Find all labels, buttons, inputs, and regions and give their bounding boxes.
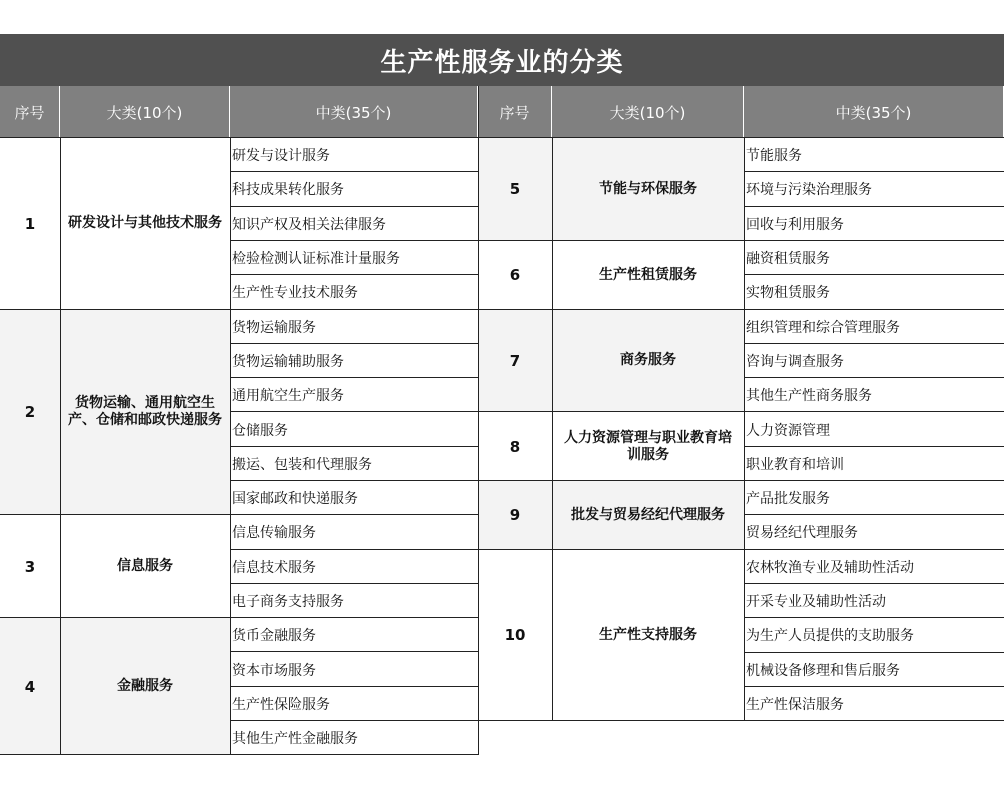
category-name: 金融服务 bbox=[60, 618, 230, 755]
subcategory-item: 生产性保险服务 bbox=[230, 687, 478, 721]
center-divider bbox=[478, 86, 479, 755]
category-number: 7 bbox=[478, 310, 552, 413]
subcategory-item: 搬运、包装和代理服务 bbox=[230, 447, 478, 481]
header-major-right: 大类(10个) bbox=[552, 86, 744, 138]
subcategory-item: 人力资源管理 bbox=[744, 412, 1004, 446]
category-number: 4 bbox=[0, 618, 60, 755]
category-name: 货物运输、通用航空生产、仓储和邮政快递服务 bbox=[60, 310, 230, 516]
subcategory-item: 科技成果转化服务 bbox=[230, 172, 478, 206]
subcategory-item: 信息传输服务 bbox=[230, 515, 478, 549]
category-name: 节能与环保服务 bbox=[552, 138, 744, 241]
subcategory-item: 职业教育和培训 bbox=[744, 447, 1004, 481]
subcategory-item: 组织管理和综合管理服务 bbox=[744, 310, 1004, 344]
subcategory-item: 电子商务支持服务 bbox=[230, 584, 478, 618]
subcategory-item: 贸易经纪代理服务 bbox=[744, 515, 1004, 549]
subcategory-item: 咨询与调查服务 bbox=[744, 344, 1004, 378]
subcategory-item: 货物运输辅助服务 bbox=[230, 344, 478, 378]
column-divider bbox=[552, 138, 553, 721]
subcategory-item: 节能服务 bbox=[744, 138, 1004, 172]
subcategory-item: 生产性保洁服务 bbox=[744, 687, 1004, 721]
subcategory-item: 仓储服务 bbox=[230, 412, 478, 446]
subcategory-item: 其他生产性商务服务 bbox=[744, 378, 1004, 412]
header-seq-left: 序号 bbox=[0, 86, 60, 138]
category-name: 商务服务 bbox=[552, 310, 744, 413]
category-number: 2 bbox=[0, 310, 60, 516]
subcategory-item: 开采专业及辅助性活动 bbox=[744, 584, 1004, 618]
category-number: 10 bbox=[478, 550, 552, 722]
subcategory-item: 融资租赁服务 bbox=[744, 241, 1004, 275]
header-bottom-line bbox=[0, 137, 1004, 138]
subcategory-item: 产品批发服务 bbox=[744, 481, 1004, 515]
subcategory-item: 研发与设计服务 bbox=[230, 138, 478, 172]
column-divider bbox=[60, 138, 61, 755]
subcategory-item: 货币金融服务 bbox=[230, 618, 478, 652]
header-minor-left: 中类(35个) bbox=[230, 86, 478, 138]
category-number: 6 bbox=[478, 241, 552, 310]
subcategory-item: 检验检测认证标准计量服务 bbox=[230, 241, 478, 275]
category-name: 信息服务 bbox=[60, 515, 230, 618]
category-name: 人力资源管理与职业教育培训服务 bbox=[552, 412, 744, 481]
subcategory-item: 其他生产性金融服务 bbox=[230, 721, 478, 755]
category-name: 批发与贸易经纪代理服务 bbox=[552, 481, 744, 550]
subcategory-item: 生产性专业技术服务 bbox=[230, 275, 478, 309]
category-name: 生产性支持服务 bbox=[552, 550, 744, 722]
table-title: 生产性服务业的分类 bbox=[0, 34, 1004, 86]
header-minor-right: 中类(35个) bbox=[744, 86, 1004, 138]
group-divider bbox=[478, 720, 1004, 721]
subcategory-item: 实物租赁服务 bbox=[744, 275, 1004, 309]
category-number: 3 bbox=[0, 515, 60, 618]
category-name: 生产性租赁服务 bbox=[552, 241, 744, 310]
header-major-left: 大类(10个) bbox=[60, 86, 230, 138]
subcategory-item: 通用航空生产服务 bbox=[230, 378, 478, 412]
subcategory-item: 资本市场服务 bbox=[230, 653, 478, 687]
subcategory-item: 机械设备修理和售后服务 bbox=[744, 653, 1004, 687]
subcategory-item: 知识产权及相关法律服务 bbox=[230, 207, 478, 241]
category-name: 研发设计与其他技术服务 bbox=[60, 138, 230, 310]
category-number: 8 bbox=[478, 412, 552, 481]
subcategory-item: 环境与污染治理服务 bbox=[744, 172, 1004, 206]
category-number: 5 bbox=[478, 138, 552, 241]
group-divider bbox=[0, 754, 478, 755]
column-divider bbox=[230, 138, 231, 755]
subcategory-item: 货物运输服务 bbox=[230, 310, 478, 344]
header-seq-right: 序号 bbox=[478, 86, 552, 138]
subcategory-item: 国家邮政和快递服务 bbox=[230, 481, 478, 515]
column-divider bbox=[744, 138, 745, 721]
category-number: 1 bbox=[0, 138, 60, 310]
subcategory-item: 农林牧渔专业及辅助性活动 bbox=[744, 550, 1004, 584]
subcategory-item: 回收与利用服务 bbox=[744, 207, 1004, 241]
subcategory-item: 为生产人员提供的支助服务 bbox=[744, 618, 1004, 652]
subcategory-item: 信息技术服务 bbox=[230, 550, 478, 584]
category-number: 9 bbox=[478, 481, 552, 550]
